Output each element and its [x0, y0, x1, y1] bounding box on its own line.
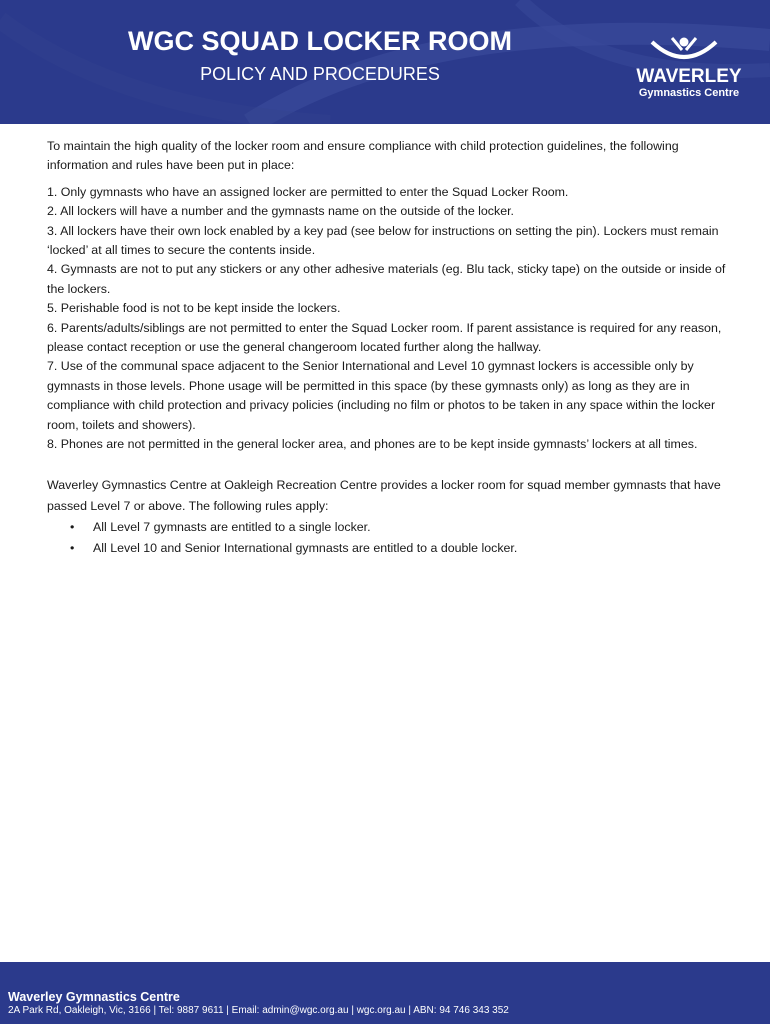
page-subtitle: POLICY AND PROCEDURES [200, 64, 440, 84]
locker-allocation-paragraph: Waverley Gymnastics Centre at Oakleigh Recreation Centre provides a locker room for squad member gymnasts that have passed Level 7 or above. The following rules apply: [47, 477, 721, 513]
logo-wordmark: WAVERLEY [636, 66, 742, 87]
rule-8: 8. Phones are not permitted in the general locker area, and phones are to be kept inside gymnasts’ lockers at all times. [47, 437, 698, 452]
header-banner [0, 0, 770, 124]
rule-5: 5. Perishable food is not to be kept inside the lockers. [47, 301, 341, 316]
footer-contact-line: 2A Park Rd, Oakleigh, Vic, 3166 | Tel: 9887 9611 | Email: admin@wgc.org.au | wgc.org.au | ABN: 94 746 343 352 [8, 1005, 509, 1016]
rule-2: 2. All lockers will have a number and the gymnasts name on the outside of the locker. [47, 204, 514, 219]
bullet-icon: • [70, 540, 75, 555]
list-item [47, 517, 727, 538]
locker-allocation-list [47, 517, 727, 559]
rule-1: 1. Only gymnasts who have an assigned locker are permitted to enter the Squad Locker Room. [47, 184, 569, 199]
footer-banner [0, 962, 770, 1024]
footer-org-name: Waverley Gymnastics Centre [8, 990, 180, 1004]
rule-4: 4. Gymnasts are not to put any stickers or any other adhesive materials (eg. Blu tack, sticky tape) on the outside or inside of the lockers. [47, 262, 726, 296]
page-title: WGC SQUAD LOCKER ROOM [128, 26, 512, 56]
list-item [47, 538, 727, 559]
policy-content [47, 137, 727, 559]
rule-3: 3. All lockers have their own lock enabled by a key pad (see below for instructions on setting the pin). Lockers must remain ‘locked’ at all times to secure the contents inside. [47, 223, 719, 258]
logo-subtitle: Gymnastics Centre [638, 87, 740, 99]
rule-6: 6. Parents/adults/siblings are not permitted to enter the Squad Locker room. If parent assistance is required for any reason, please contact reception or use the general changeroom located further along the hallway. [47, 320, 722, 355]
gymnast-logo-icon [646, 34, 722, 68]
list-item-text: All Level 10 and Senior International gymnasts are entitled to a double locker. [93, 540, 518, 555]
bullet-icon: • [70, 519, 75, 534]
intro-paragraph: To maintain the high quality of the locker room and ensure compliance with child protection guidelines, the following information and rules have been put in place: [47, 139, 679, 173]
rule-7: 7. Use of the communal space adjacent to the Senior International and Level 10 gymnast lockers is accessible only by gymnasts in those levels. Phone usage will be permitted in this space (by these gymnasts only) as long as they are in compliance with child protection and privacy policies (including no film or photos to be taken in any space within the locker room, toilets and showers). [47, 359, 716, 432]
list-item-text: All Level 7 gymnasts are entitled to a single locker. [93, 519, 371, 534]
